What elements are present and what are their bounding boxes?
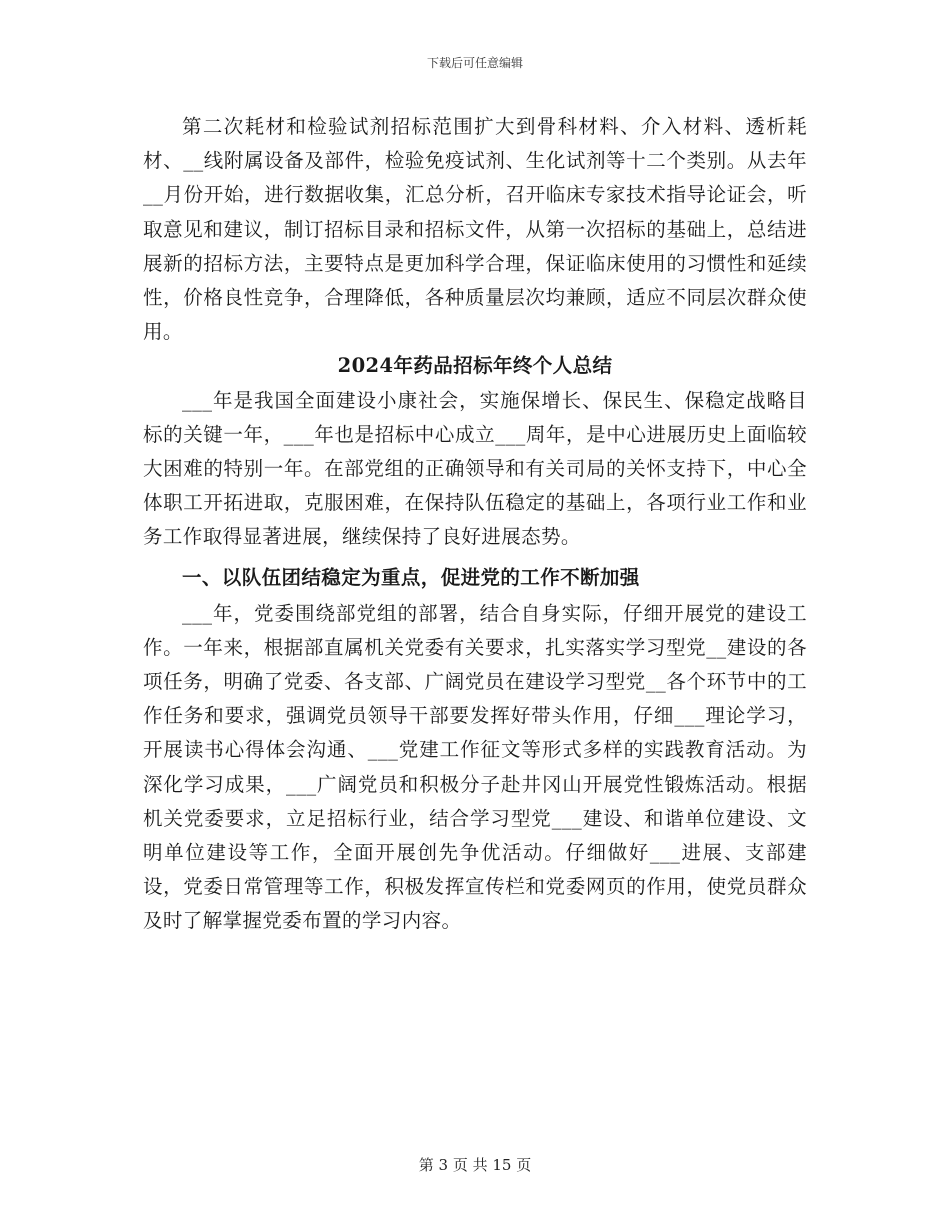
page-number: 第 3 页 共 15 页 [418,1156,532,1174]
document-title: 2024年药品招标年终个人总结 [337,354,613,378]
paragraph-procurement-scope: 第二次耗材和检验试剂招标范围扩大到骨科材料、介入材料、透析耗材、__线附属设备及部件，检验免疫试剂、生化试剂等十二个类别。从去年__月份开始，进行数据收集，汇总分析，召开临床专家技术指导论证会，听取意见和建议，制订招标目录和招标文件，从第一次招标的基础上，总结进展新的招标方法，主要特点是更加科学合理，保证临床使用的习惯性和延续性，价格良性竞争，合理降低，各种质量层次均兼顾，适应不同层次群众使用。 [143,115,807,344]
document-body [143,110,807,939]
section-heading-party-work: 一、以队伍团结稳定为重点，促进党的工作不断加强 [182,565,640,589]
paragraph-annual-overview: ___年是我国全面建设小康社会，实施保增长、保民生、保稳定战略目标的关键一年，___年也是招标中心成立___周年，是中心进展历史上面临较大困难的特别一年。在部党组的正确领导和有关司局的关怀支持下，中心全体职工开拓进取，克服困难，在保持队伍稳定的基础上，各项行业工作和业务工作取得显著进展，继续保持了良好进展态势。 [143,388,807,549]
paragraph-party-building: ___年，党委围绕部党组的部署，结合自身实际，仔细开展党的建设工作。一年来，根据部直属机关党委有关要求，扎实落实学习型党__建设的各项任务，明确了党委、各支部、广阔党员在建设学习型党__各个环节中的工作任务和要求，强调党员领导干部要发挥好带头作用，仔细___理论学习，开展读书心得体会沟通、___党建工作征文等形式多样的实践教育活动。为深化学习成果，___广阔党员和积极分子赴井冈山开展党性锻炼活动。根据机关党委要求，立足招标行业，结合学习型党___建设、和谐单位建设、文明单位建设等工作，全面开展创先争优活动。仔细做好___进展、支部建设，党委日常管理等工作，积极发挥宣传栏和党委网页的作用，使党员群众及时了解掌握党委布置的学习内容。 [143,601,807,933]
header-note: 下载后可任意编辑 [426,56,523,70]
